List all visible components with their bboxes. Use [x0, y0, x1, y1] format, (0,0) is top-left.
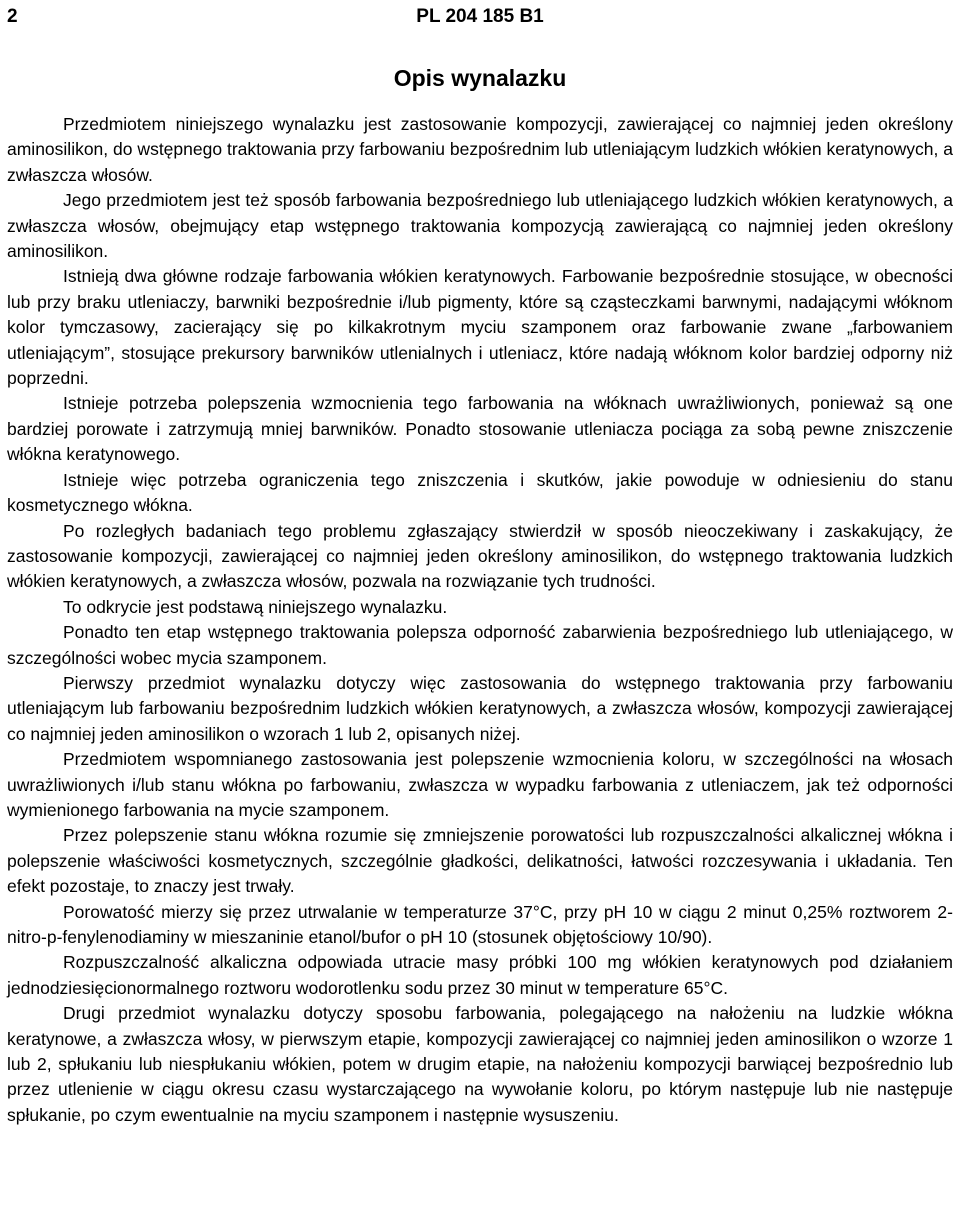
paragraph: To odkrycie jest podstawą niniejszego wynalazku. — [63, 596, 448, 617]
page-header — [7, 4, 953, 30]
paragraph: Jego przedmiotem jest też sposób farbowania bezpośredniego lub utleniającego ludzkich włókien keratynowych, a zwłaszcza włosów, obejmujący etap wstępnego traktowania kompozycją zawierającą co najmniej jeden określony aminosilikon. — [7, 190, 953, 262]
paragraph: Rozpuszczalność alkaliczna odpowiada utracie masy próbki 100 mg włókien keratynowych pod działaniem jednodziesięcionormalnego roztworu wodorotlenku sodu przez 30 minut w temperature 65°C. — [7, 952, 953, 998]
paragraph: Ponadto ten etap wstępnego traktowania polepsza odporność zabarwienia bezpośredniego lub utleniającego, w szczególności wobec mycia szamponem. — [7, 622, 953, 668]
page-number: 2 — [7, 6, 18, 27]
paragraph: Porowatość mierzy się przez utrwalanie w temperaturze 37°C, przy pH 10 w ciągu 2 minut 0,25% roztworem 2-nitro-p-fenylenodiaminy w mieszaninie etanol/bufor o pH 10 (stosunek objętościowy 10/90). — [7, 901, 953, 947]
paragraph: Po rozległych badaniach tego problemu zgłaszający stwierdził w sposób nieoczekiwany i zaskakujący, że zastosowanie kompozycji, zawierającej co najmniej jeden określony aminosilikon, do wstępnego traktowania ludzkich włókien keratynowych, a zwłaszcza włosów, pozwala na rozwiązanie tych trudności. — [7, 520, 953, 592]
document-title: Opis wynalazku — [393, 65, 567, 91]
patent-number: PL 204 185 B1 — [416, 6, 544, 27]
paragraph: Przez polepszenie stanu włókna rozumie się zmniejszenie porowatości lub rozpuszczalności alkalicznej włókna i polepszenie właściwości kosmetycznych, szczególnie gładkości, delikatności, łatwości rozczesywania i układania. Ten efekt pozostaje, to znaczy jest trwały. — [7, 825, 953, 897]
paragraph: Istnieją dwa główne rodzaje farbowania włókien keratynowych. Farbowanie bezpośrednie stosujące, w obecności lub przy braku utleniaczy, barwniki bezpośrednie i/lub pigmenty, które są cząsteczkami barwnymi, nadającymi włóknom kolor tymczasowy, zacierający się po kilkakrotnym myciu szamponem oraz farbowanie zwane „farbowaniem utleniającym”, stosujące prekursory barwników utlenialnych i utleniacz, które nadają włóknom kolor bardziej odporny niż poprzedni. — [7, 266, 953, 389]
paragraph: Istnieje więc potrzeba ograniczenia tego zniszczenia i skutków, jakie powoduje w odniesieniu do stanu kosmetycznego włókna. — [7, 469, 953, 516]
paragraph: Pierwszy przedmiot wynalazku dotyczy więc zastosowania do wstępnego traktowania przy farbowaniu utleniającym lub farbowaniu bezpośrednim ludzkich włókien keratynowych, a zwłaszcza włosów, kompozycji zawierającej co najmniej jeden aminosilikon o wzorach 1 lub 2, opisanych niżej. — [7, 672, 953, 744]
paragraph: Przedmiotem wspomnianego zastosowania jest polepszenie wzmocnienia koloru, w szczególności na włosach uwrażliwionych i/lub stanu włókna po farbowaniu, zwłaszcza w wypadku farbowania z utleniaczem, jak też odporności wymienionego farbowania na mycie szamponem. — [7, 749, 953, 820]
paragraph: Przedmiotem niniejszego wynalazku jest zastosowanie kompozycji, zawierającej co najmniej jeden określony aminosilikon, do wstępnego traktowania przy farbowaniu bezpośrednim lub utleniającym ludzkich włókien keratynowych, a zwłaszcza włosów. — [7, 114, 953, 185]
paragraph: Drugi przedmiot wynalazku dotyczy sposobu farbowania, polegającego na nałożeniu na ludzkie włókna keratynowe, a zwłaszcza włosy, w pierwszym etapie, kompozycji zawierającej co najmniej jeden aminosilikon o wzorze 1 lub 2, spłukaniu lub niespłukaniu włókien, potem w drugim etapie, na nałożeniu kompozycji barwiącej bezpośrednio lub przez utlenienie w ciągu okresu czasu wystarczającego na wywołanie koloru, po którym następuje lub nie następuje spłukanie, po czym ewentualnie na myciu szamponem i następnie wysuszeniu. — [7, 1003, 953, 1125]
document-body — [7, 112, 953, 1128]
paragraph: Istnieje potrzeba polepszenia wzmocnienia tego farbowania na włóknach uwrażliwionych, ponieważ są one bardziej porowate i zatrzymują mniej barwników. Ponadto stosowanie utleniacza pociąga za sobą pewne zniszczenie włókna keratynowego. — [7, 393, 953, 465]
